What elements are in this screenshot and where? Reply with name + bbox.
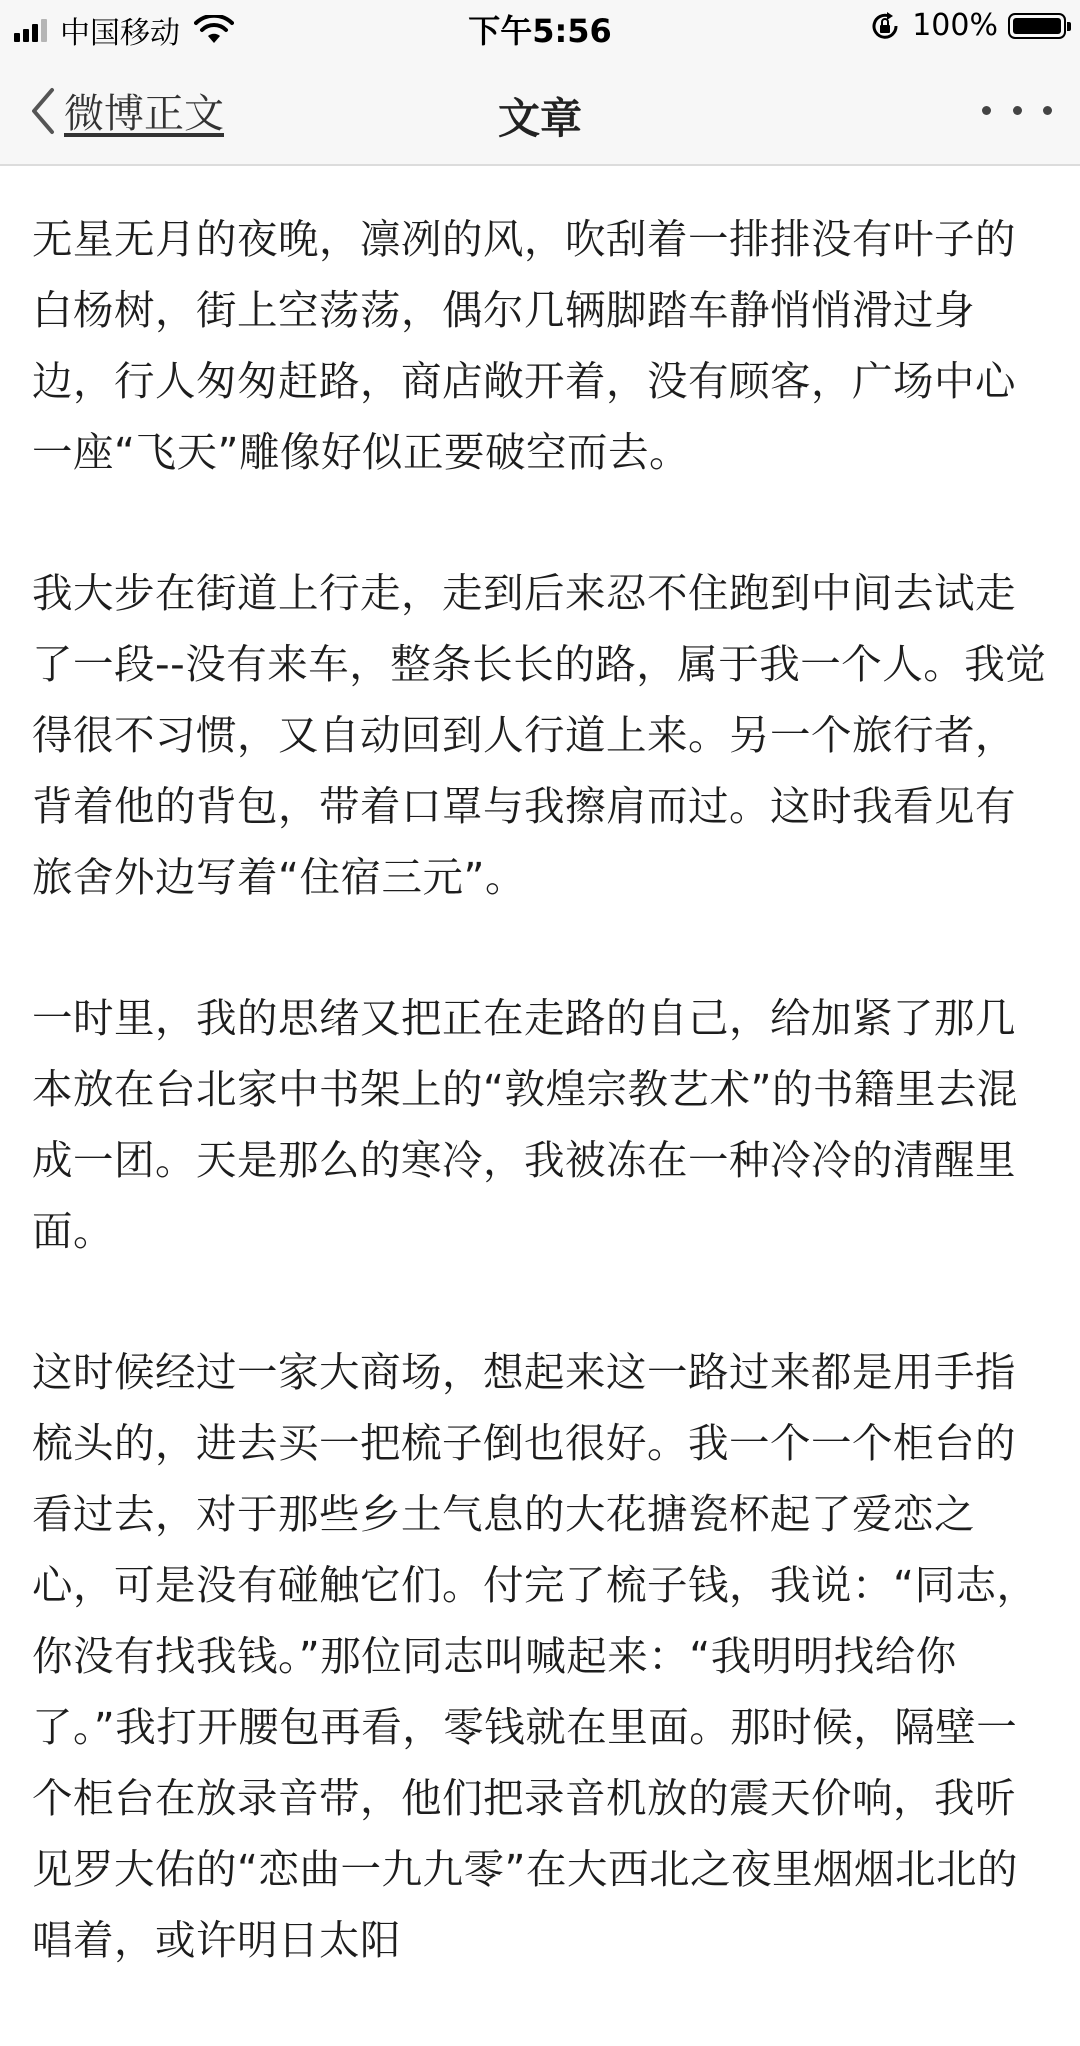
article-paragraph: 一时里，我的思绪又把正在走路的自己，给加紧了那几本放在台北家中书架上的“敦煌宗教艺术”的书籍里去混成一团。天是那么的寒冷，我被冻在一种冷冷的清醒里面。 — [32, 994, 1018, 1255]
battery-icon — [1008, 13, 1066, 39]
battery-percent: 100% — [912, 8, 998, 43]
article-paragraph: 这时候经过一家大商场，想起来这一路过来都是用手指梳头的，进去买一把梳子倒也很好。我一个一个柜台的看过去，对于那些乡土气息的大花搪瓷杯起了爱恋之心，可是没有碰触它们。付完了梳子钱，我说：“同志，你没有找我钱。”那位同志叫喊起来：“我明明找给你了。”我打开腰包再看，零钱就在里面。那时候，隔壁一个柜台在放录音带，他们把录音机放的震天价响，我听见罗大佑的“恋曲一九九零”在大西北之夜里烟烟北北的唱着，或许明日太阳 — [32, 1348, 1038, 1964]
rotation-lock-icon — [870, 11, 900, 41]
more-icon — [982, 106, 991, 115]
status-time: 下午5:56 — [468, 12, 612, 50]
page-title: 文章 — [497, 94, 582, 143]
article-body — [32, 166, 1056, 2046]
article-paragraph: 无星无月的夜晚，凛冽的风，吹刮着一排排没有叶子的白杨树，街上空荡荡，偶尔几辆脚踏车静悄悄滑过身边，行人匆匆赶路，商店敞开着，没有顾客，广场中心一座“飞天”雕像好似正要破空而去。 — [32, 215, 1016, 476]
nav-bar — [0, 54, 1080, 166]
status-right-group — [870, 8, 1066, 43]
more-button[interactable] — [982, 98, 1052, 122]
status-bar — [0, 0, 1080, 54]
carrier-name: 中国移动 — [60, 16, 180, 51]
article-paragraph: 我大步在街道上行走，走到后来忍不住跑到中间去试走了一段--没有来车，整条长长的路，属于我一个人。我觉得很不习惯，又自动回到人行道上来。另一个旅行者，背着他的背包，带着口罩与我擦肩而过。这时我看见有旅舍外边写着“住宿三元”。 — [32, 569, 1047, 901]
back-button-label: 微博正文 — [64, 91, 224, 137]
